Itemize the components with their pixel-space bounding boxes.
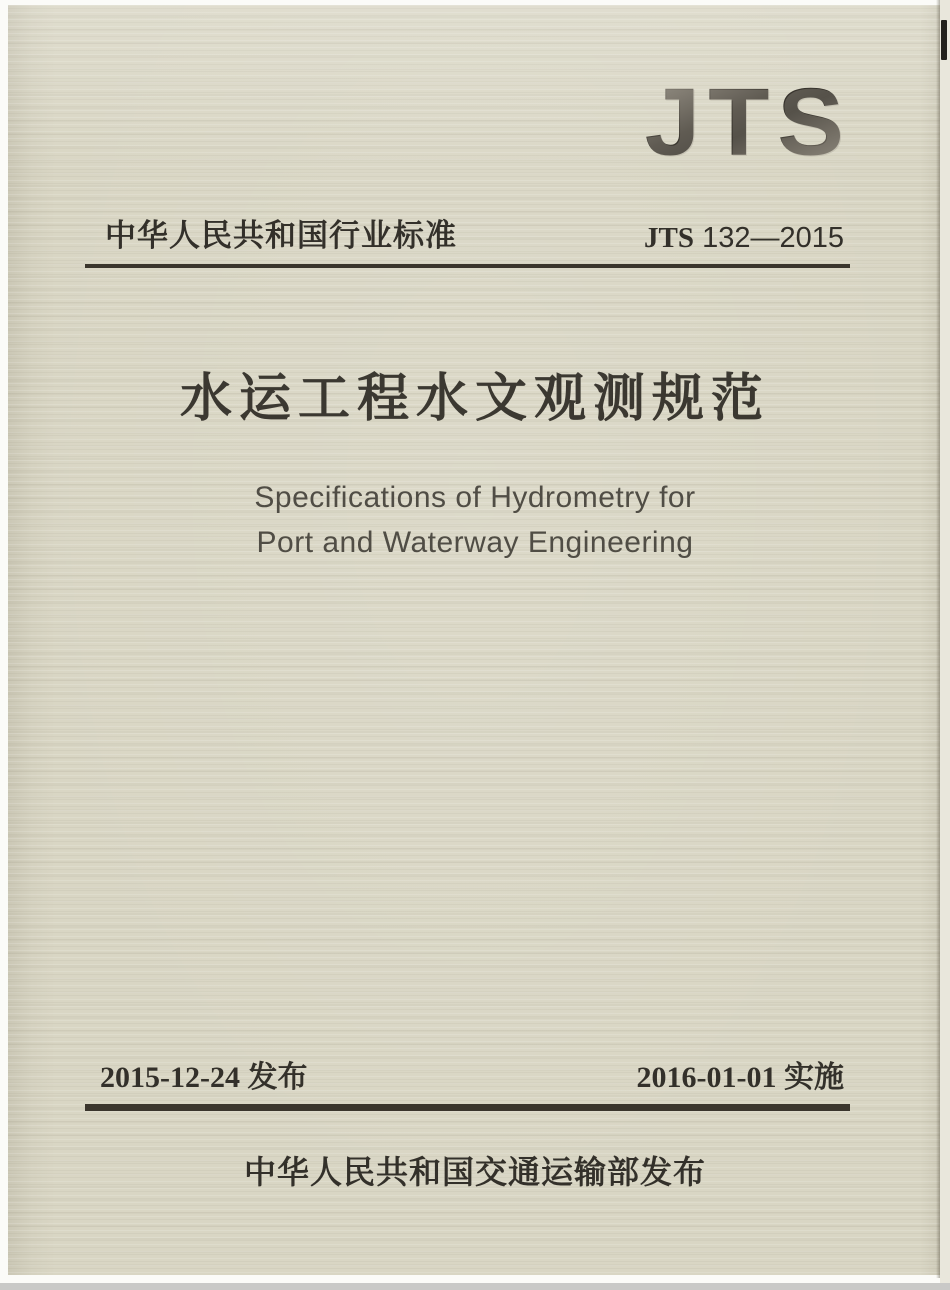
title-english-line1: Specifications of Hydrometry for [254, 481, 696, 514]
effective-date: 2016-01-01 实施 [636, 1061, 844, 1094]
scan-right-margin [940, 0, 950, 1290]
jts-logo: JTS [644, 68, 852, 176]
issue-date: 2015-12-24 发布 [100, 1061, 308, 1094]
scan-bottom-margin [0, 1283, 950, 1290]
standard-category-label: 中华人民共和国行业标准 [105, 218, 457, 253]
scan-edge-mark [941, 20, 947, 60]
title-chinese: 水运工程水文观测规范 [179, 371, 770, 428]
title-english-line2: Port and Waterway Engineering [256, 526, 694, 559]
publisher-line: 中华人民共和国交通运输部发布 [243, 1154, 706, 1190]
standard-code [644, 222, 844, 254]
standard-code-number: 132—2015 [694, 222, 844, 254]
header-divider-rule [85, 264, 850, 268]
footer-divider-rule [85, 1104, 850, 1111]
standard-code-prefix: JTS [644, 222, 695, 254]
